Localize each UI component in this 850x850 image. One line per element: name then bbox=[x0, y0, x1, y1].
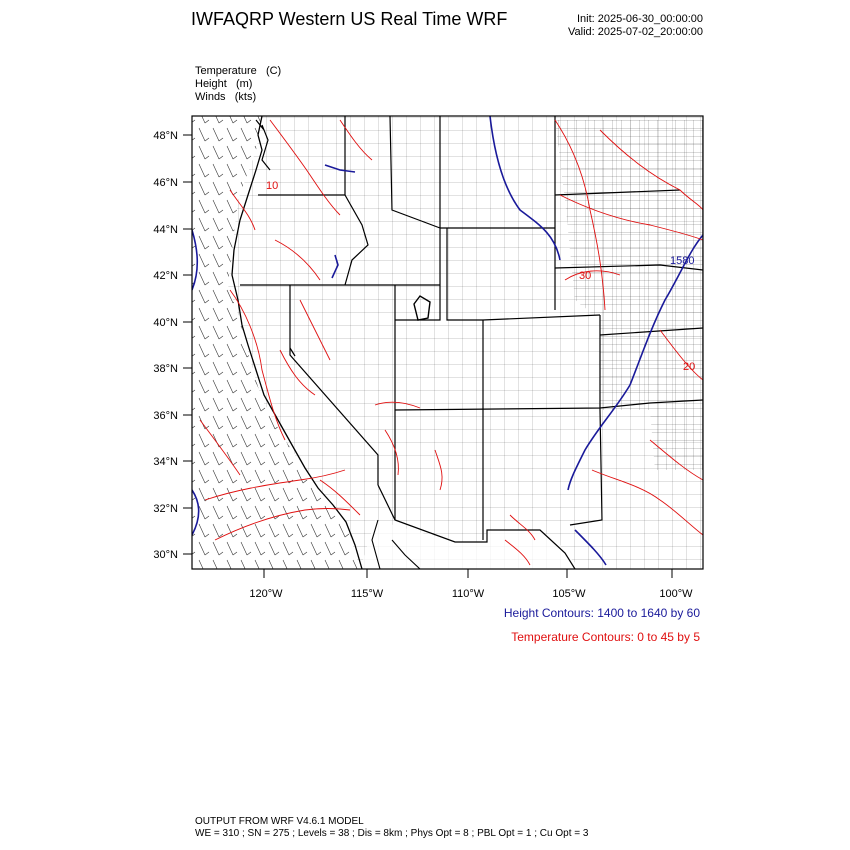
height-contour-label: 1580 bbox=[670, 255, 695, 267]
lat-axis bbox=[183, 135, 192, 554]
lat-label: 38°N bbox=[153, 363, 178, 375]
lat-label: 36°N bbox=[153, 410, 178, 422]
init-time: Init: 2025-06-30_00:00:00 bbox=[577, 13, 703, 25]
temperature-contour-label: 30 bbox=[579, 270, 592, 282]
lon-axis bbox=[264, 569, 672, 578]
lon-label: 105°W bbox=[552, 588, 586, 600]
lon-labels bbox=[249, 588, 693, 600]
field-name: Winds bbox=[195, 91, 226, 103]
field-name: Temperature bbox=[195, 65, 257, 77]
lat-label: 48°N bbox=[153, 130, 178, 142]
lon-label: 115°W bbox=[350, 588, 384, 600]
lat-label: 44°N bbox=[153, 224, 178, 236]
field-name: Height bbox=[195, 78, 227, 90]
lon-label: 100°W bbox=[659, 588, 693, 600]
field-unit: (kts) bbox=[234, 91, 257, 103]
model-info: OUTPUT FROM WRF V4.6.1 MODEL bbox=[195, 816, 364, 827]
lat-label: 30°N bbox=[153, 549, 178, 561]
lat-label: 42°N bbox=[153, 270, 178, 282]
temperature-contour-label: 10 bbox=[266, 180, 279, 192]
lat-label: 34°N bbox=[153, 456, 178, 468]
lat-label: 32°N bbox=[153, 503, 178, 515]
height-contours-legend: Height Contours: 1400 to 1640 by 60 bbox=[503, 606, 700, 620]
valid-time: Valid: 2025-07-02_20:00:00 bbox=[568, 26, 703, 38]
model-config: WE = 310 ; SN = 275 ; Levels = 38 ; Dis = 8km ; Phys Opt = 8 ; PBL Opt = 1 ; Cu Opt = 3 bbox=[195, 828, 589, 839]
temperature-contours-legend: Temperature Contours: 0 to 45 by 5 bbox=[511, 630, 700, 644]
lat-label: 40°N bbox=[153, 317, 178, 329]
lon-label: 110°W bbox=[451, 588, 485, 600]
temperature-contour-label: 20 bbox=[683, 361, 696, 373]
lat-label: 46°N bbox=[153, 177, 178, 189]
field-unit: (m) bbox=[235, 78, 253, 90]
lat-labels bbox=[153, 130, 178, 561]
chart-title: IWFAQRP Western US Real Time WRF bbox=[191, 9, 508, 29]
field-unit: (C) bbox=[265, 65, 282, 77]
lon-label: 120°W bbox=[249, 588, 283, 600]
